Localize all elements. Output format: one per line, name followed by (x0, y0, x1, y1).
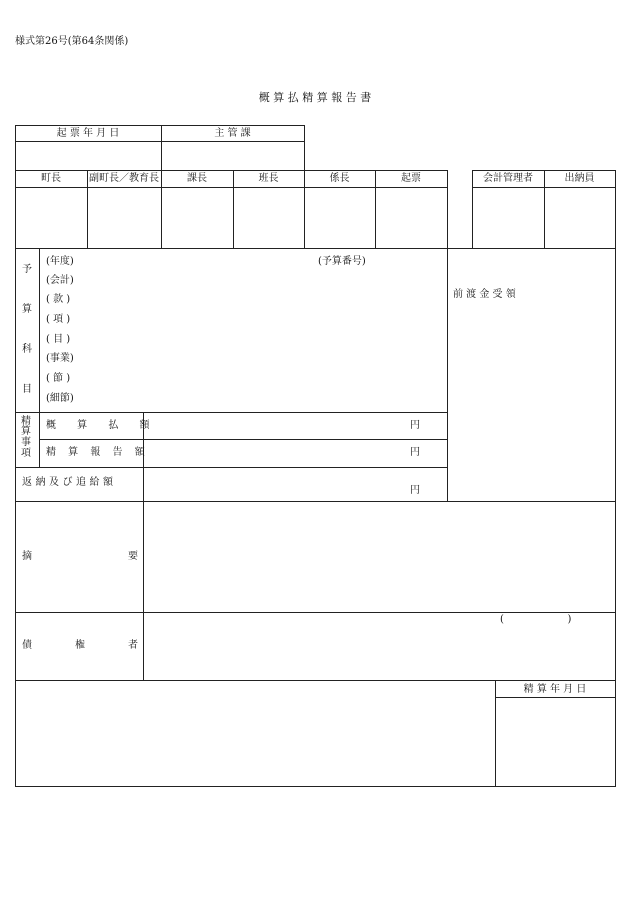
creditor-char-1: 債 (22, 640, 32, 651)
budget-item-year: (年度) (46, 256, 74, 267)
summary-label-right: 要 (128, 551, 138, 562)
seal-box-subsection-chief[interactable] (306, 189, 373, 246)
seal-box-accounting-manager[interactable] (474, 189, 542, 246)
budget-item-setsu: ( 節 ) (46, 373, 71, 384)
settlement-date-field[interactable] (497, 699, 613, 784)
creditor-char-2: 権 (75, 640, 85, 651)
budget-item-kan: ( 款 ) (46, 294, 71, 305)
settlement-date-label: 精 算 年 月 日 (523, 684, 587, 695)
settlement-label-char-1: 精 (21, 416, 31, 427)
budget-item-moku: ( 目 ) (46, 334, 71, 345)
approval-deputy-mayor: 副町長／教育長 (89, 173, 159, 184)
budget-item-sub-setsu: (細節) (46, 393, 74, 404)
seal-box-team-leader[interactable] (235, 189, 302, 246)
cashier: 出納員 (564, 173, 595, 184)
draft-date-label: 起 票 年 月 日 (56, 128, 120, 139)
seal-box-cashier[interactable] (546, 189, 613, 246)
draft-date-field[interactable] (17, 143, 159, 169)
form-number: 様式第26号(第64条関係) (15, 36, 129, 47)
budget-item-kou: ( 項 ) (46, 314, 71, 325)
budget-item-project: (事業) (46, 353, 74, 364)
estimated-payment-amount-field[interactable] (145, 414, 405, 438)
budget-label-char-2: 算 (22, 304, 32, 315)
refund-additional-label: 返納及び追給額 (22, 477, 117, 488)
approval-subsection-chief: 係長 (329, 173, 350, 184)
approval-drafter: 起票 (401, 173, 421, 184)
budget-label-char-4: 目 (22, 384, 32, 395)
seal-box-section-chief[interactable] (163, 189, 231, 246)
creditor-parenthesis: ( ) (500, 614, 572, 625)
refund-additional-amount-field[interactable] (145, 469, 405, 499)
notes-area[interactable] (17, 682, 493, 784)
settlement-label-char-2: 算 (21, 426, 31, 437)
advance-received-label: 前 渡 金 受 領 (453, 289, 516, 300)
advance-received-field[interactable] (449, 305, 613, 499)
estimated-payment-yen: 円 (410, 420, 420, 431)
seal-box-mayor[interactable] (17, 189, 85, 246)
estimated-payment-label: 概 算 払 額 (46, 420, 159, 431)
budget-entry-area[interactable] (41, 250, 445, 410)
budget-label-char-3: 科 (22, 344, 32, 355)
creditor-field[interactable] (145, 628, 613, 678)
approval-mayor: 町長 (41, 173, 61, 184)
seal-box-drafter[interactable] (377, 189, 445, 246)
creditor-char-3: 者 (128, 640, 138, 651)
department-field[interactable] (163, 143, 302, 169)
budget-number-label: (予算番号) (318, 256, 366, 267)
seal-box-deputy-mayor[interactable] (89, 189, 159, 246)
settlement-report-amount-field[interactable] (145, 441, 405, 465)
budget-item-account: (会計) (46, 275, 74, 286)
settlement-report-yen: 円 (410, 447, 420, 458)
approval-team-leader: 班長 (258, 173, 279, 184)
settlement-label-char-4: 項 (21, 448, 31, 459)
approval-section-chief: 課長 (187, 173, 207, 184)
settlement-report-label: 精 算 報 告 額 (46, 447, 150, 458)
budget-label-char-1: 予 (22, 264, 32, 275)
refund-additional-yen: 円 (410, 485, 420, 496)
department-label: 主 管 課 (214, 128, 251, 139)
summary-label-left: 摘 (22, 551, 32, 562)
settlement-label-char-3: 事 (21, 437, 31, 448)
document-title: 概 算 払 精 算 報 告 書 (258, 91, 372, 104)
summary-field[interactable] (145, 503, 613, 610)
accounting-manager: 会計管理者 (483, 173, 533, 184)
